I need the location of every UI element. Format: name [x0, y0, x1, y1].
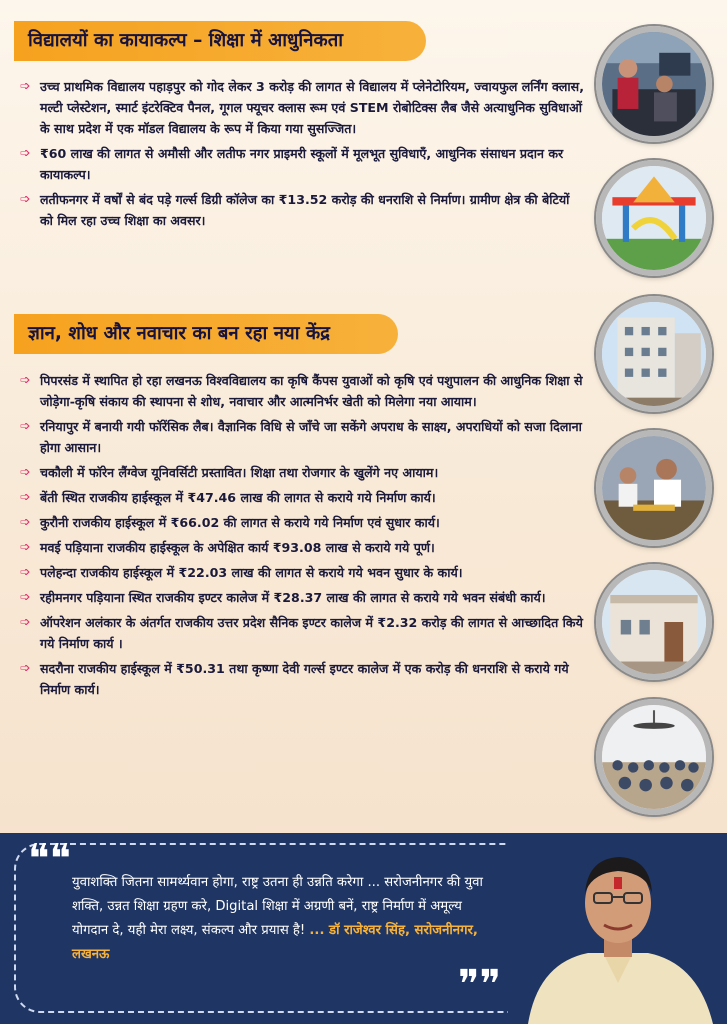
list-item: ➩ मवई पड़ियाना राजकीय हाईस्कूल के अपेक्षित कार्य ₹93.08 लाख से कराये गये पूर्ण।	[20, 537, 585, 558]
list-item: ➩ ₹60 लाख की लागत से अमौसी और लतीफ नगर प्राइमरी स्कूलों में मूलभूत सुविधाएँ, आधुनिक संसाधन प्रदान कर कायाकल्प।	[20, 143, 585, 185]
arrow-bullet-icon: ➩	[20, 661, 31, 676]
arrow-bullet-icon: ➩	[20, 540, 31, 555]
quote-open-icon: ❝❝	[28, 836, 72, 882]
list-item: ➩ रहीमनगर पड़ियाना स्थित राजकीय इण्टर कालेज में ₹28.37 लाख की लागत से कराये गये भवन संबंधी कार्य।	[20, 587, 585, 608]
list-item: ➩ पलेहन्दा राजकीय हाईस्कूल में ₹22.03 लाख की लागत से कराये गये भवन सुधार के कार्य।	[20, 562, 585, 583]
robotics-lab-photo	[596, 26, 712, 142]
quote-author: ... डॉ राजेश्वर सिंह, सरोजनीनगर, लखनऊ	[72, 923, 478, 962]
section2-title: ज्ञान, शोध और नवाचार का बन रहा नया केंद्र	[14, 314, 398, 354]
list-item: ➩ सदरौना राजकीय हाईस्कूल में ₹50.31 तथा कृष्णा देवी गर्ल्स इण्टर कालेज में एक करोड़ की धनराशि से कराये गये निर्माण कार्य।	[20, 658, 585, 700]
portrait-image	[508, 833, 727, 1024]
arrow-bullet-icon: ➩	[20, 146, 31, 161]
arrow-bullet-icon: ➩	[20, 615, 31, 630]
quote-close-icon: ❞❞	[458, 962, 502, 1008]
arrow-bullet-icon: ➩	[20, 192, 31, 207]
arrow-bullet-icon: ➩	[20, 590, 31, 605]
list-item: ➩ लतीफनगर में वर्षों से बंद पड़े गर्ल्स डिग्री कॉलेज का ₹13.52 करोड़ की धनराशि से निर्माण। ग्रामीण क्षेत्र की बेटियों को मिल रहा उच्च शिक्षा का अवसर।	[20, 189, 585, 231]
list-item: ➩ कुरौनी राजकीय हाईस्कूल में ₹66.02 की लागत से कराये गये निर्माण एवं सुधार कार्य।	[20, 512, 585, 533]
playground-photo	[596, 160, 712, 276]
quote-band	[0, 833, 727, 1024]
forensic-lab-photo	[596, 430, 712, 546]
list-item: ➩ बेंती स्थित राजकीय हाईस्कूल में ₹47.46 लाख की लागत से कराये गये निर्माण कार्य।	[20, 487, 585, 508]
list-item: ➩ पिपरसंड में स्थापित हो रहा लखनऊ विश्वविद्यालय का कृषि कैंपस युवाओं को कृषि एवं पशुपालन की आधुनिक शिक्षा से जोड़ेगा-कृषि संकाय की स्थापना से शोध, नवाचार और आत्मनिर्भर खेती को मिलेगा नया आयाम।	[20, 370, 585, 412]
college-building-photo	[596, 296, 712, 412]
list-item: ➩ चकौली में फॉरेन लैंग्वेज यूनिवर्सिटी प्रस्तावित। शिक्षा तथा रोजगार के खुलेंगे नए आयाम।	[20, 462, 585, 483]
arrow-bullet-icon: ➩	[20, 515, 31, 530]
school-building-photo	[596, 564, 712, 680]
arrow-bullet-icon: ➩	[20, 565, 31, 580]
arrow-bullet-icon: ➩	[20, 490, 31, 505]
quote-text	[72, 871, 492, 967]
classroom-photo	[596, 699, 712, 815]
list-item: ➩ उच्च प्राथमिक विद्यालय पहाड़पुर को गोद लेकर 3 करोड़ की लागत से विद्यालय में प्लेनेटोरियम, ज्वायफुल लर्निंग क्लास, मल्टी प्लेस्टेशन, स्मार्ट इंटरेक्टिव पैनल, गूगल फ्यूचर क्लास रूम एवं STEM रोबोटिक्स लैब जैसे अत्याधुनिक सुविधाओं के साथ प्रदेश में एक मॉडल विद्यालय के रूप में किया गया सुसज्जित।	[20, 76, 585, 139]
section1-list	[20, 76, 585, 235]
list-item: ➩ रनियापुर में बनायी गयी फॉरेंसिक लैब। वैज्ञानिक विधि से जाँचे जा सकेंगे अपराध के साक्ष्य, अपराधियों को सजा दिलाना होगा आसान।	[20, 416, 585, 458]
arrow-bullet-icon: ➩	[20, 419, 31, 434]
arrow-bullet-icon: ➩	[20, 465, 31, 480]
arrow-bullet-icon: ➩	[20, 79, 31, 94]
list-item: ➩ ऑपरेशन अलंकार के अंतर्गत राजकीय उत्तर प्रदेश सैनिक इण्टर कालेज में ₹2.32 करोड़ की लागत से आच्छादित किये गये निर्माण कार्य ।	[20, 612, 585, 654]
quote-body: युवाशक्ति जितना सामर्थ्यवान होगा, राष्ट्र उतना ही उन्नति करेगा ... सरोजनीनगर की युवा शक्ति, उन्नत शिक्षा ग्रहण करे, Digital शिक्षा में अग्रणी बनें, राष्ट्र निर्माण में अमूल्य योगदान दे, यही मेरा लक्ष्य, संकल्प और प्रयास है!	[72, 875, 483, 938]
arrow-bullet-icon: ➩	[20, 373, 31, 388]
section2-list	[20, 370, 585, 704]
section1-title: विद्यालयों का कायाकल्प – शिक्षा में आधुनिकता	[14, 21, 426, 61]
